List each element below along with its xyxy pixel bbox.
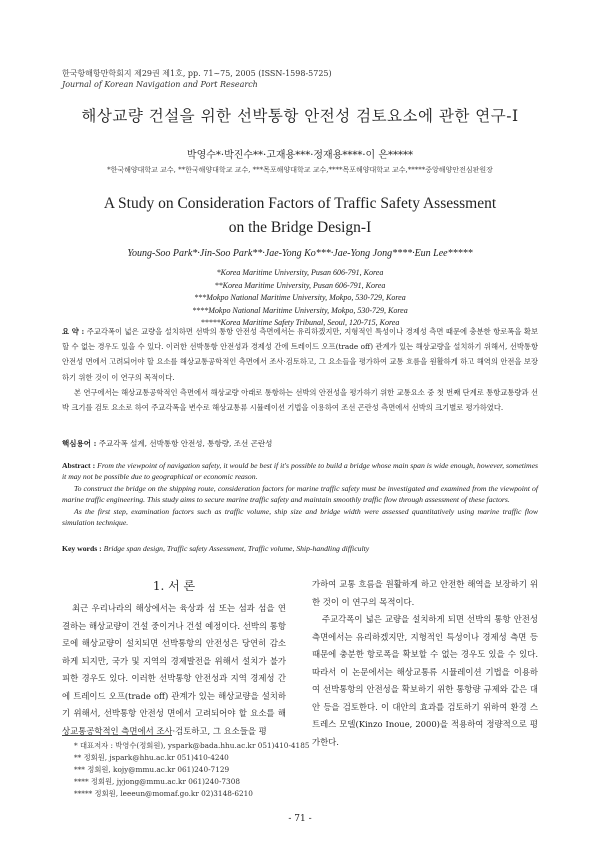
footnote: ** 정회원, jspark@hhu.ac.kr 051)410-4240 bbox=[74, 753, 229, 762]
journal-name-en: Journal of Korean Navigation and Port Research bbox=[62, 80, 258, 89]
affiliations-ko: *한국해양대학교 교수, **한국해양대학교 교수, ***목포해양대학교 교수,****목포해양대학교 교수,*****중앙해양안전심판원장 bbox=[107, 166, 493, 174]
journal-header bbox=[62, 68, 332, 90]
affiliation-en: *Korea Maritime University, Pusan 606-791, Korea bbox=[216, 268, 384, 277]
footnotes bbox=[74, 740, 309, 800]
abstract-en-para3: As the first step, examination factors such as traffic volume, ship size and bridge width were assessed quantitatively using marine traffic flow simulation technique. bbox=[62, 506, 538, 528]
affiliation-en: ****Mokpo National Maritime University, Mokpo, 530-729, Korea bbox=[192, 305, 408, 315]
journal-citation: 한국항해항만학회지 제29권 제1호, pp. 71~75, 2005 (ISSN-1598-5725) bbox=[62, 69, 332, 78]
abstract-ko bbox=[62, 324, 538, 415]
body-column-right bbox=[312, 576, 538, 751]
keywords-en bbox=[62, 544, 538, 553]
footnote: ***** 정회원, leeeun@momaf.go.kr 02)3148-6210 bbox=[74, 789, 253, 798]
footnote: * 대표저자 : 박영수(정회원), yspark@bada.hhu.ac.kr 051)410-4185 bbox=[74, 741, 310, 750]
abstract-ko-para1: 주교각폭이 넓은 교량을 설치하면 선박의 통항 안전성 측면에서는 유리하겠지만, 지형적인 특성이나 경제성 측면 때문에 충분한 항로폭을 확보할 수 없는 경우도 있을 수 있다. 이러한 선박통항 안전성과 경제성 간에 트레이드 오프(trade off) 관계가 있는 해상교량을 설치하기 위해서, 선박통항 안전성 면에서 고려되어야 할 요소를 해상교통공학적인 측면에서 조사·검토하고, 그 요소들을 평가하여 교통 흐름을 원활하게 하고 해역의 안전을 보장하기 위한 것이 이 연구의 목적이다. bbox=[62, 327, 538, 382]
page-number: - 71 - bbox=[288, 814, 312, 824]
affiliation-en: ***Mokpo National Maritime University, Mokpo, 530-729, Korea bbox=[194, 293, 406, 302]
keywords-en-label: Key words : bbox=[62, 544, 102, 553]
keywords-ko-value: 주교각폭 설계, 선박통항 안전성, 통항량, 조선 곤란성 bbox=[98, 439, 273, 448]
footnote: *** 정회원, kojy@mmu.ac.kr 061)240-7129 bbox=[74, 765, 230, 774]
abstract-en-para2: To construct the bridge on the shipping route, consideration factors for marine traffic safety must be investigated and examined from the viewpoint of marine traffic engineering. This study aims to secure marine traffic safety and maintain smoothly traffic flow through assessment of these factors. bbox=[62, 483, 538, 505]
footnote: **** 정회원, jyjong@mmu.ac.kr 061)240-7308 bbox=[74, 777, 240, 786]
affiliation-en: *****Korea Maritime Safety Tribunal, Seoul, 120-715, Korea bbox=[200, 318, 400, 327]
section-heading-introduction: 1. 서 론 bbox=[152, 579, 196, 593]
footnote-divider bbox=[62, 735, 172, 736]
abstract-en-label: Abstract : bbox=[62, 461, 96, 470]
abstract-ko-para2: 본 연구에서는 해상교통공학적인 측면에서 해상교량 아래로 통항하는 선박의 안전성을 평가하기 위한 교통요소 중 첫 번째 단계로 통항교통량과 선박 크기를 검토 요소로 하여 주교각폭을 변수로 해상교통류 시뮬레이션 기법을 이용하여 조선 곤란성 측면에서 선박의 크기별로 평가하였다. bbox=[62, 387, 538, 413]
paper-title-ko: 해상교량 건설을 위한 선박통항 안전성 검토요소에 관한 연구-I bbox=[81, 107, 519, 125]
body-column-left bbox=[62, 600, 286, 740]
keywords-en-value: Bridge span design, Traffic safety Assessment, Traffic volume, Ship-handling difficulty bbox=[103, 544, 370, 553]
affiliation-en: **Korea Maritime University, Pusan 606-791, Korea bbox=[214, 280, 386, 290]
body-paragraph: 주교각폭이 넓은 교량을 설치하게 되면 선박의 통항 안전성 측면에서는 유리하겠지만, 지형적인 특성이나 경제성 측면 등 때문에 충분한 항로폭을 확보할 수 없는 경우도 있을 수 있다. 따라서 이 논문에서는 해상교통류 시뮬레이션 기법을 이용하여 선박통항의 안전성을 확보하기 위한 통항량 규제와 같은 대안 등을 검토한다. 이 대안의 효과를 검토하기 위하여 환경 스트레스 모델(Kinzo Inoue, 2000)을 적용하여 정량적으로 평가한다. bbox=[312, 614, 538, 747]
authors-ko: 박영수*·박진수**·고재용***·정재용****·이 은***** bbox=[186, 150, 414, 161]
abstract-en-para1: From the viewpoint of navigation safety, it would be best if it's possible to build a bridge whose main span is wide enough, however, sometimes it may not be possible due to geographical or economic reason. bbox=[62, 461, 539, 482]
paper-title-en bbox=[0, 192, 600, 240]
title-en-line1: A Study on Consideration Factors of Traffic Safety Assessment bbox=[103, 195, 497, 212]
body-paragraph: 최근 우리나라의 해상에서는 육상과 섬 또는 섬과 섬을 연결하는 해상교량이 건설 중이거나 건설 예정이다. 선박의 통항로에 해상교량이 설치되면 선박통항의 안전성은 당연히 감소하게 되지만, 국가 및 지역의 경제발전을 위해서 설치가 불가피한 경우도 있다. 이러한 선박통항 안전성과 지역 경제성 간에 트레이드 오프(trade off) 관계가 있는 해상교량을 설치하기 위해서, 선박통항 안전성 면에서 고려되어야 할 요소를 해상교통공학적인 측면에서 조사·검토하고, 그 요소들을 평 bbox=[62, 603, 286, 736]
keywords-ko bbox=[62, 438, 538, 449]
body-paragraph: 가하여 교통 흐름을 원활하게 하고 안전한 해역을 보장하기 위한 것이 이 연구의 목적이다. bbox=[312, 579, 538, 607]
abstract-en bbox=[62, 460, 538, 528]
affiliations-en bbox=[0, 267, 600, 330]
authors-en: Young-Soo Park*·Jin-Soo Park**·Jae-Yong Ko***·Jae-Yong Jong****·Eun Lee***** bbox=[127, 248, 473, 259]
title-en-line2: on the Bridge Design-I bbox=[228, 219, 372, 236]
keywords-ko-label: 핵심용어 : bbox=[62, 439, 97, 448]
abstract-ko-label: 요 약 : bbox=[62, 327, 85, 336]
